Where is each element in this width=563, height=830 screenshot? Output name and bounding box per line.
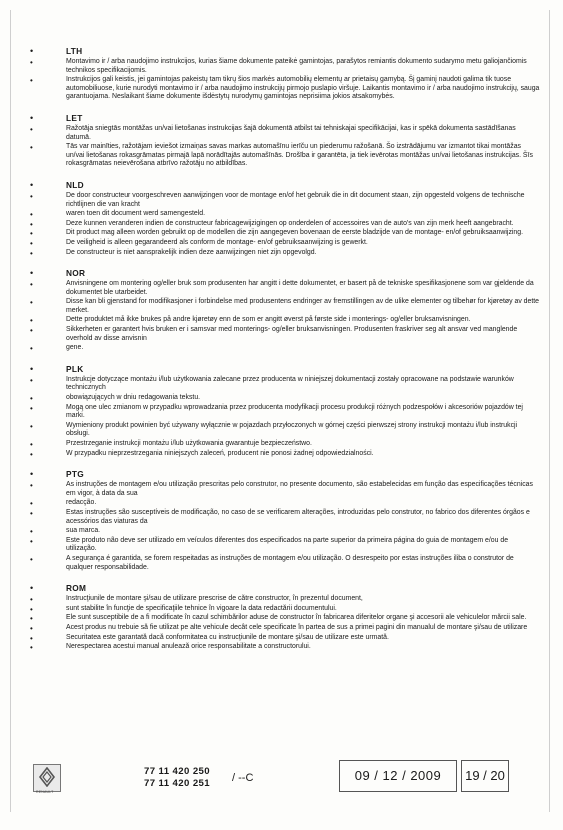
instruction-text: Disse kan bli gjenstand for modifikasjoner i forbindelse med produsentens endringer av fremstillingen av de ulike elementer og tilbehør for kjøretøy av dette merket. — [66, 298, 540, 314]
instruction-text: Ražotāja sniegtās montāžas un/vai lietošanas instrukcijas šajā dokumentā atbilst tai tehniskajai specifikācijai, kas ir spēkā dokumenta sastādīšanas datumā. — [66, 124, 516, 141]
bullet-icon: • — [30, 143, 33, 153]
instruction-text: Este produto não deve ser utilizado em veículos diferentes dos especificados na parte superior da primeira página do guia de montagem e/ou de utilização. — [66, 536, 509, 553]
instruction-item — [20, 499, 540, 508]
renault-logo — [33, 764, 61, 792]
instruction-item — [20, 229, 540, 238]
bullet-icon: • — [30, 499, 33, 509]
document-footer — [28, 760, 543, 800]
instruction-item — [20, 643, 540, 652]
instruction-item — [20, 394, 540, 403]
instruction-item — [20, 280, 540, 297]
instruction-item — [20, 624, 540, 633]
document-date: 09 / 12 / 2009 — [339, 760, 457, 792]
instruction-item — [20, 509, 540, 526]
bullet-icon: • — [30, 229, 33, 239]
section-header — [20, 268, 540, 280]
bullet-icon: • — [30, 633, 33, 643]
instruction-text: Acest produs nu trebuie să fie utilizat pe alte vehicule decât cele specificate în partea de sus a primei pagini din manualul de montare şi/sau de utilizare — [66, 623, 528, 631]
part-number: 77 11 420 251 — [144, 778, 211, 789]
instruction-item — [20, 239, 540, 248]
bullet-icon: • — [30, 623, 33, 633]
language-section — [20, 469, 540, 572]
bullet-icon: • — [30, 46, 34, 56]
instruction-item — [20, 481, 540, 498]
instruction-text: De veiligheid is alleen gegarandeerd als conform de montage- en/of gebruiksaanwijzing is gewerkt. — [66, 238, 368, 246]
bullet-icon: • — [30, 403, 33, 413]
bullet-icon: • — [30, 191, 33, 201]
bullet-icon: • — [30, 527, 33, 537]
instruction-text: Tās var mainīties, ražotājam ieviešot izmaiņas savas markas automašīnu ierīču un piederumu ražošanā. Šo izstrādājumu var izmantot tikai montāžas un/vai lietošanas rokasgrāmatas pirmajā lapā norādītajās automašīnās. Drošība ir garantēta, ja tiek ievērotas montāžas un/vai lietošanas instrukcijas. Šīs rokasgrāmatas neievērošana atbrīvo ražotāju no atbildības. — [66, 143, 533, 168]
bullet-icon: • — [30, 363, 34, 374]
language-section — [20, 180, 540, 257]
language-code: NLD — [66, 179, 84, 190]
language-code: NOR — [66, 268, 86, 279]
bullet-icon: • — [30, 643, 33, 653]
bullet-icon: • — [30, 554, 33, 564]
bullet-icon: • — [30, 394, 33, 404]
bullet-icon: • — [30, 583, 34, 594]
bullet-icon: • — [30, 440, 33, 449]
bullet-icon: • — [30, 326, 33, 336]
instruction-text: Deze kunnen veranderen indien de constructeur fabricagewijzigingen op onderdelen of accessoires van de auto's van zijn merk heeft aangebracht. — [66, 219, 514, 227]
instruction-item — [20, 125, 540, 142]
instruction-text: Instrucţiunile de montare şi/sau de utilizare prescrise de către constructor, în prezentul document, — [66, 595, 363, 603]
bullet-icon: • — [30, 268, 34, 279]
bullet-icon: • — [30, 219, 33, 229]
instruction-text: sua marca. — [66, 527, 101, 535]
section-header — [20, 469, 540, 481]
instruction-item — [20, 595, 540, 604]
instruction-item — [20, 298, 540, 315]
bullet-icon: • — [30, 469, 34, 480]
instruction-item — [20, 326, 540, 343]
instruction-text: Montavimo ir / arba naudojimo instrukcijos, kurias šiame dokumente pateikė gamintojas, parašytos remiantis dokumento sudarymo metu galiojančiomis technikos specifikacijomis. — [66, 58, 527, 74]
language-section — [20, 113, 540, 169]
bullet-icon: • — [30, 604, 33, 614]
bullet-icon: • — [30, 179, 34, 190]
language-section — [20, 364, 540, 458]
section-header — [20, 113, 540, 125]
bullet-icon: • — [30, 58, 33, 67]
revision-code: / --C — [232, 772, 254, 784]
language-code: PLK — [66, 363, 84, 374]
instruction-item — [20, 440, 540, 449]
bullet-icon: • — [30, 238, 33, 248]
instruction-text: gene. — [66, 344, 84, 352]
instruction-text: Nerespectarea acestui manual anulează orice responsabilitate a constructorului. — [66, 643, 311, 651]
language-code: PTG — [66, 469, 84, 480]
language-code: ROM — [66, 583, 87, 594]
bullet-icon: • — [30, 298, 33, 308]
instruction-text: waren toen dit document werd samengesteld. — [66, 210, 206, 218]
instruction-item — [20, 605, 540, 614]
instruction-item — [20, 614, 540, 623]
section-header — [20, 46, 540, 58]
bullet-icon: • — [30, 595, 33, 605]
instruction-text: Przestrzeganie instrukcji montażu i/lub użytkowania gwarantuje bezpieczeństwo. — [66, 440, 312, 447]
bullet-icon: • — [30, 124, 33, 134]
bullet-icon: • — [30, 614, 33, 624]
instruction-item — [20, 527, 540, 536]
bullet-icon: • — [30, 316, 33, 326]
instruction-item — [20, 249, 540, 258]
bullet-icon: • — [30, 248, 33, 258]
bullet-icon: • — [30, 421, 33, 431]
instruction-text: Securitatea este garantată dacă conformitatea cu instrucţiunile de montare şi/sau de utilizare este urmată. — [66, 633, 389, 641]
part-numbers — [144, 766, 210, 790]
document-body — [20, 46, 540, 663]
instruction-text: De constructeur is niet aansprakelijk indien deze aanwijzingen niet zijn opgevolgd. — [66, 248, 317, 256]
instruction-item — [20, 220, 540, 229]
instruction-text: Dette produktet må ikke brukes på andre kjøretøy enn de som er angitt øverst på første side i monterings- og/eller bruksanvisningen. — [66, 316, 471, 324]
instruction-item — [20, 537, 540, 554]
bullet-icon: • — [30, 375, 33, 385]
instruction-item — [20, 634, 540, 643]
instruction-text: Dit product mag alleen worden gebruikt op de modellen die zijn aangegeven bovenaan de eerste bladzijde van de montage- en/of gebruiksaanwijzing. — [66, 229, 523, 237]
instruction-text: Wymieniony produkt powinien być używany wyłącznie w pojazdach przyłoczonych w górnej części pierwszej strony instrukcji montażu i/lub instrukcji obsługi. — [66, 421, 518, 438]
instruction-item — [20, 192, 540, 209]
instruction-item — [20, 422, 540, 439]
instruction-text: Anvisningene om montering og/eller bruk som produsenten har angitt i dette dokumentet, er basert på de tekniske spesifikasjonene som var gjeldende da dokumentet ble utarbeidet. — [66, 280, 534, 296]
language-code: LET — [66, 112, 83, 123]
instruction-item — [20, 210, 540, 219]
instruction-text: W przypadku nieprzestrzegania niniejszych zaleceń, producent nie ponosi żadnej odpowiedzialności. — [66, 449, 374, 457]
renault-diamond-icon — [38, 767, 56, 787]
instruction-item — [20, 555, 540, 572]
instruction-text: Sikkerheten er garantert hvis bruken er i samsvar med monterings- og/eller bruksanvisningen. Produsenten fraskriver seg alt ansvar ved manglende overhold av disse anvisnin — [66, 326, 518, 342]
section-header — [20, 583, 540, 595]
bullet-icon: • — [30, 76, 33, 86]
instruction-item — [20, 404, 540, 421]
bullet-icon: • — [30, 449, 33, 459]
instruction-text: Mogą one ulec zmianom w przypadku wprowadzania przez producenta modyfikacji procesu produkcji różnych podzespołów i akcesoriów pojazdów tej marki. — [66, 403, 523, 420]
instruction-text: Instrukcje dotyczące montażu i/lub użytkowania zalecane przez producenta w niniejszej dokumentacji zostały opracowane na podstawie warunków technicznych — [66, 375, 514, 392]
instruction-text: A segurança é garantida, se forem respeitadas as instruções de montagem e/ou utilização. O desrespeito por estas instruções iliba o construtor de qualquer responsabilidade. — [66, 554, 514, 571]
part-number: 77 11 420 250 — [144, 766, 211, 777]
section-header — [20, 180, 540, 192]
bullet-icon: • — [30, 344, 33, 354]
bullet-icon: • — [30, 112, 34, 123]
instruction-item — [20, 450, 540, 459]
instruction-item — [20, 316, 540, 325]
instruction-item — [20, 76, 540, 102]
instruction-text: Estas instruções são susceptíveis de modificação, no caso de se verificarem alterações, introduzidas pelo construtor, no fabrico dos diferentes órgãos e acessórios das viaturas da — [66, 508, 530, 525]
language-section — [20, 46, 540, 102]
bullet-icon: • — [30, 481, 33, 491]
logo-caption: RENAULT — [36, 790, 54, 794]
page-number: 19 / 20 — [461, 760, 509, 792]
instruction-text: redacção. — [66, 499, 97, 507]
instruction-item — [20, 376, 540, 393]
instruction-text: Instrukcijos gali keistis, jei gamintojas pakeistų tam tikrų šios markės automobilių elementų ar prietaisų gamybą. Šį gaminį naudoti galima tik tuose automobiliuose, kurie nurodyti montavimo ir / arba naudojimo instrukcijų pirmojo puslapio viršuje. Laikantis montavimo ir / arba naudojimo instrukcijų, sauga garantuojama. Neslaikant šiame dokumente išdėstytų nurodymų gamintojas neprisiima jokios atsakomybės. — [66, 76, 540, 101]
language-section — [20, 268, 540, 353]
bullet-icon: • — [30, 508, 33, 518]
bullet-icon: • — [30, 536, 33, 546]
instruction-text: obowiązujących w dniu redagowania tekstu. — [66, 394, 201, 402]
instruction-text: Ele sunt susceptibile de a fi modificate în cazul schimbărilor aduse de constructor în fabricarea diferitelor organe şi accesorii ale vehiculelor mărcii sale. — [66, 614, 527, 622]
section-header — [20, 364, 540, 376]
bullet-icon: • — [30, 280, 33, 290]
instruction-item — [20, 58, 540, 75]
instruction-item — [20, 143, 540, 169]
language-section — [20, 583, 540, 652]
instruction-item — [20, 344, 540, 353]
instruction-text: De door constructeur voorgeschreven aanwijzingen voor de montage en/of het gebruik die in dit document staan, zijn opgesteld volgens de technische richtlijnen die van kracht — [66, 191, 525, 208]
bullet-icon: • — [30, 210, 33, 220]
language-code: LTH — [66, 46, 83, 56]
instruction-text: sunt stabilite în funcţie de specificaţiile tehnice în vigoare la data redactării documentului. — [66, 604, 337, 612]
instruction-text: As instruções de montagem e/ou utilização prescritas pelo construtor, no presente documento, são estabelecidas em função das especificações técnicas em vigor, à data da sua — [66, 481, 533, 497]
